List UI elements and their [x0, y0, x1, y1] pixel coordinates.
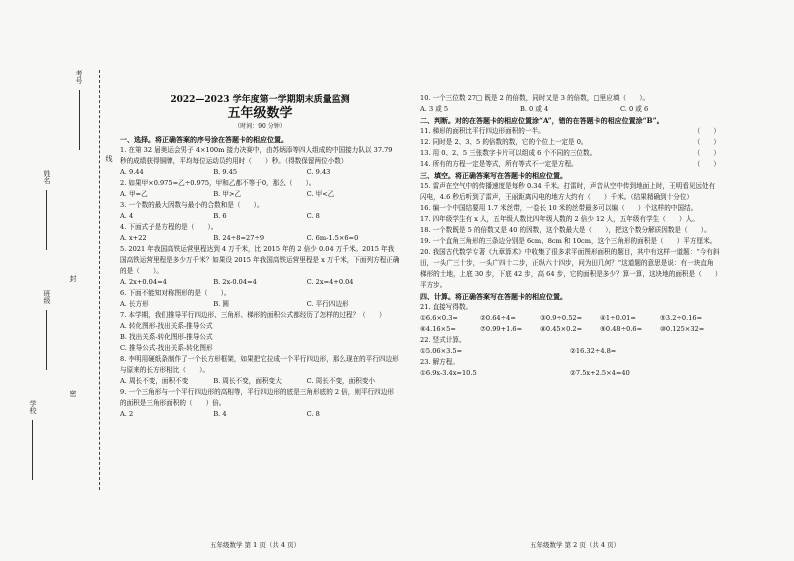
section-2-heading: 二、判断。对的在答题卡的相应位置涂“A”，错的在答题卡的相应位置涂“B”。: [420, 116, 664, 125]
answer-paren: （ ）: [693, 160, 720, 168]
option: C. 8: [306, 410, 320, 418]
judge-12: [420, 137, 720, 148]
question-7: 7. 本学期，我们推导平行四边形、三角形、梯形的面积公式都经历了怎样的过程？（ ）: [120, 311, 386, 319]
option: A. 3 或 5: [420, 105, 449, 113]
judge-text: 11. 梯形的面积比平行四边形面积的一半。: [420, 127, 545, 135]
option: C. 甲<乙: [306, 190, 335, 198]
fill-19: 19. 一个直角三角形的三条边分别是 6cm、8cm 和 10cm，这个三角形的面积是（ ）平方厘米。: [420, 237, 717, 245]
option: B. 周长不变，面积变大: [213, 377, 282, 385]
calc-item: ③0.9÷0.52=: [540, 314, 583, 322]
question-1-options: [120, 167, 400, 178]
option: B. 圆: [213, 300, 229, 308]
calc-22-heading: 22. 竖式计算。: [420, 336, 466, 344]
option: A. 9.44: [120, 168, 144, 176]
calc-item: ⑧0.45×0.2=: [540, 325, 583, 333]
question-3-options: [120, 211, 400, 222]
calc-23-heading: 23. 解方程。: [420, 358, 459, 366]
exam-time: （时间：90 分钟）: [234, 123, 286, 130]
question-8: 8. 李明用硬纸条制作了一个长方形框架，如果把它拉成一个平行四边形，那么现在的平行四边形与原来的长方形相比（ ）。: [120, 355, 399, 374]
option: A. 4: [120, 212, 134, 220]
option: B. 4: [213, 410, 227, 418]
calc-item: ①6.6×0.3=: [420, 314, 458, 322]
calc-23-row: [420, 368, 720, 379]
answer-paren: （ ）: [693, 138, 720, 146]
question-10-options: [420, 104, 720, 115]
fill-17: 17. 四年级学生有 x 人，五年级人数比四年级人数的 2 倍少 12 人，五年级有学生（ ）人。: [420, 215, 699, 223]
calc-item: ⑨0.48÷0.6=: [600, 325, 643, 333]
question-5-options: [120, 277, 400, 288]
option: C. 平行四边形: [306, 300, 349, 308]
question-5: 5. 2021 年我国高铁运营里程达到 4 万千米，比 2015 年的 2 倍少 0.04 万千米。2015 年我国高铁运营里程是多少万千米？如果设 2015 年我国高铁运营里程是 x 万千米，下面列方程正确的是（ ）。: [120, 245, 400, 275]
answer-paren: （ ）: [693, 127, 720, 135]
calc-item: ⑦0.99+1.6=: [480, 325, 523, 333]
question-6-options: [120, 299, 400, 310]
calc-item: ⑤3.2÷0.16=: [660, 314, 703, 322]
question-9-options: [120, 409, 400, 420]
fill-15: 15. 雷声在空气中的传播速度是每秒 0.34 千米。打雷时，声音从空中传到地面上时，王明看见远处有闪电，4.6 秒后听到了雷声，王丽距离闪电的地方大约有（ ）千米。（结果精确到十分位）: [420, 182, 716, 201]
fill-20: 20. 我国古代数学专著《九章算术》中收集了很多求平面图形面积的题目，其中有这样一道题：“今有斜田，一头广三十步，一头广四十二步，正纵六十四步，问为田几何？”这道题的意思是说：有一块直角梯形的土地，上底 30 步，下底 42 步，高 64 步，它的面积是多少？算一算，这块地的面积是（ ）平方步。: [420, 248, 720, 289]
option: A. 长方形: [120, 300, 149, 308]
exam-no-field: [79, 90, 80, 150]
page-1: [120, 95, 400, 420]
judge-13: [420, 148, 720, 159]
option: C. 6m-1.5×6=0: [306, 234, 359, 242]
calc-22-row: [420, 346, 720, 357]
question-6: 6. 下面不能知对称图形的是（ ）。: [120, 289, 231, 297]
judge-text: 12. 同时是 2、3、5 的倍数的数，它的个位上一定是 0。: [420, 138, 588, 146]
section-1-heading: 一、选择。将正确答案的序号涂在答题卡的相应位置。: [120, 135, 288, 144]
class-label: 班级: [43, 290, 51, 304]
question-10: 10. 一个三位数 27□ 既是 2 的倍数，同时又是 3 的倍数，□里应填（ ）。: [420, 94, 650, 102]
option: B. 24÷8=27÷9: [213, 234, 265, 242]
answer-paren: （ ）: [693, 149, 720, 157]
judge-text: 13. 用 0、2、5 三张数字卡片可以组成 6 个不同的三位数。: [420, 149, 597, 157]
question-4: 4. 下面式子是方程的是（ ）。: [120, 223, 218, 231]
question-1: 1. 在第 32 届奥运会男子 4×100m 接力决赛中，由苏炳添等四人组成的中国接力队以 37.79 秒的成绩获得铜牌，平均每位运动员约用时（ ）秒。（得数保留两位小数）: [120, 146, 395, 165]
option: B. 6: [213, 212, 227, 220]
option: A. 2: [120, 410, 134, 418]
option: B. 9.45: [213, 168, 238, 176]
page-2: [420, 93, 720, 379]
fill-18: 18. 一个数既是 5 的倍数又是 40 的因数，这个数最大是（ ），把这个数分解质因数是（ ）。: [420, 226, 711, 234]
school-field: [32, 420, 33, 480]
option: A. 周长不变，面积不变: [120, 377, 189, 385]
name-field: [46, 190, 47, 250]
seal-char-2: 封: [69, 275, 77, 282]
class-field: [46, 310, 47, 370]
option: B. 甲>乙: [213, 190, 242, 198]
calc-item: ④1÷0.01=: [600, 314, 636, 322]
page-1-footer: 五年级数学 第 1 页（共 4 页）: [210, 541, 301, 549]
option: B. 2x-0.04=4: [213, 278, 257, 286]
page-2-footer: 五年级数学 第 2 页（共 4 页）: [530, 541, 621, 549]
option: C. 8: [306, 212, 320, 220]
fill-16: 16. 编一个中国结要用 1.7 米丝带，一卷长 10 米的丝带最多可以编（ ）个这样的中国结。: [420, 204, 698, 212]
question-7-option-c: C. 推导公式-找出关系-转化图形: [120, 344, 213, 352]
school-label: 学校: [29, 400, 37, 414]
seal-line: [99, 70, 100, 490]
option: B. 0 或 4: [520, 105, 549, 113]
judge-text: 14. 所有的方程一定是等式，所有等式不一定是方程。: [420, 160, 578, 168]
question-7-option-a: A. 转化图形-找出关系-推导公式: [120, 322, 213, 330]
judge-11: [420, 126, 720, 137]
option: A. 2x+0.04=4: [120, 278, 167, 286]
option: A. x+22: [120, 234, 147, 242]
section-3-heading: 三、填空。将正确答案写在答题卡的相应位置。: [420, 171, 567, 180]
option: C. 2x=4+0.04: [306, 278, 354, 286]
question-8-options: [120, 376, 400, 387]
calc-item: ②0.64÷4=: [480, 314, 516, 322]
option: A. 甲=乙: [120, 190, 148, 198]
seal-char-3: 密: [69, 390, 77, 397]
question-2: 2. 如果甲×0.975=乙÷0.975，甲和乙都不等于0，那么（ ）。: [120, 179, 316, 187]
name-label: 姓名: [43, 170, 51, 184]
option: C. 9.43: [306, 168, 331, 176]
seal-char-1: 线: [105, 155, 113, 162]
question-9: 9. 一个三角形与一个平行四边形的高相等，平行四边形的底是三角形底的 2 倍，则平行四边形的面积是三角形面积的（ ）倍。: [120, 388, 394, 407]
question-3: 3. 一个数的最大因数与最小的合数和是（ ）。: [120, 201, 264, 209]
question-2-options: [120, 189, 400, 200]
calc-item: ⑩0.125×32=: [660, 325, 705, 333]
calc-item: ②7.5x+2.5×4=40: [570, 369, 630, 377]
option: C. 周长不变，面积变小: [306, 377, 376, 385]
calc-item: ②16.32÷4.8=: [570, 347, 617, 355]
option: C. 0 或 6: [620, 105, 649, 113]
judge-14: [420, 159, 720, 170]
exam-title: 2022—2023 学年度第一学期期末质量监测: [170, 95, 350, 105]
calc-item: ⑥4.16×5=: [420, 325, 456, 333]
calc-item: ①5.06×3.5=: [420, 347, 463, 355]
question-4-options: [120, 233, 400, 244]
exam-subject: 五年级数学: [227, 106, 293, 121]
section-4-heading: 四、计算。将正确答案写在答题卡的相应位置。: [420, 292, 567, 301]
exam-no-label: 考号: [75, 70, 83, 84]
calc-21-row-1: [420, 313, 720, 324]
question-7-option-b: B. 找出关系-转化图形-推导公式: [120, 333, 213, 341]
calc-21-row-2: [420, 324, 720, 335]
calc-item: ①6.9x-3.4x=10.5: [420, 369, 477, 377]
binding-margin: [24, 60, 124, 500]
calc-21-heading: 21. 直接写得数。: [420, 303, 473, 311]
